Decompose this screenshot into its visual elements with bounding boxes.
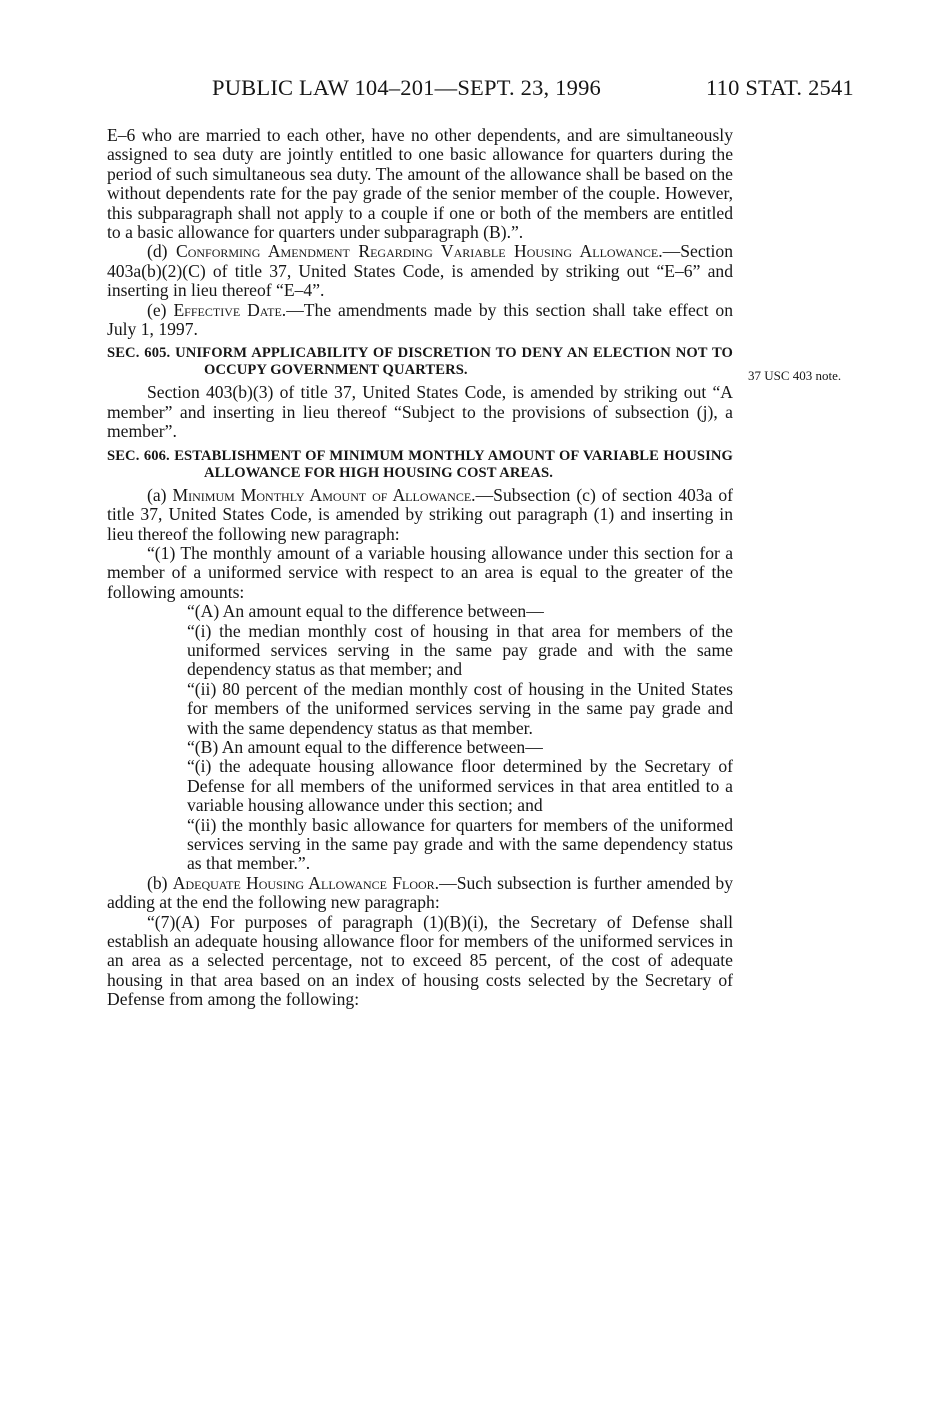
subsection-a-text: —Subsection (c) of section 403a of title 37, United States Code, is amended by striking out paragraph (1) and inserting in lieu thereof the following new paragraph:: [107, 484, 733, 544]
subsection-b-text: —Such subsection is further amended by adding at the end the following new paragraph:: [107, 872, 733, 913]
margin-note: 37 USC 403 note.: [748, 368, 842, 383]
quoted-clause-a-i: [107, 622, 733, 680]
quoted-clause-a-ii-text: “(ii) 80 percent of the median monthly cost of housing in the United States for members of the uniformed services serving in the same pay grade and with the same dependency status as that member.: [187, 678, 733, 738]
subsection-b-label: (b): [147, 872, 173, 893]
body-text: [107, 126, 733, 1010]
subsection-a: [107, 486, 733, 544]
subsection-d-label: (d): [147, 241, 176, 262]
statute-page-reference: 110 STAT. 2541: [706, 75, 854, 100]
quoted-clause-b-ii: [107, 816, 733, 874]
quoted-paragraph-7: “(7)(A) For purposes of paragraph (1)(B)(i), the Secretary of Defense shall establish an adequate housing allowance floor for members of the uniformed services in an area as a selected percentage, not to exceed 85 percent, of the cost of adequate housing in that area based on an index of housing costs selected by the Secretary of Defense from among the following:: [107, 911, 733, 1010]
quoted-clause-a-i-text: “(i) the median monthly cost of housing in that area for members of the uniformed services serving in the same pay grade and with the same dependency status as that member; and: [187, 620, 733, 680]
subsection-e-heading: Effective Date.: [173, 299, 287, 320]
subsection-d-text: —Section 403a(b)(2)(C) of title 37, United States Code, is amended by striking out “E–6” and inserting in lieu thereof “E–4”.: [107, 241, 733, 301]
section-605-text: Section 403(b)(3) of title 37, United States Code, is amended by striking out “A member” and inserting in lieu thereof “Subject to the provisions of subsection (j), a member”.: [107, 382, 733, 442]
subsection-b: [107, 874, 733, 913]
subsection-e-label: (e): [147, 299, 174, 320]
section-605-heading: SEC. 605. UNIFORM APPLICABILITY OF DISCRETION TO DENY AN ELECTION NOT TO OCCUPY GOVERNMENT QUARTERS.: [107, 345, 733, 379]
quoted-subparagraph-a: “(A) An amount equal to the difference between—: [187, 601, 544, 622]
subsection-e: [107, 301, 733, 340]
quoted-paragraph-1: “(1) The monthly amount of a variable housing allowance under this section for a member of a uniformed service with respect to an area is equal to the greater of the following amounts:: [107, 542, 733, 602]
section-606-heading: SEC. 606. ESTABLISHMENT OF MINIMUM MONTHLY AMOUNT OF VARIABLE HOUSING ALLOWANCE FOR HIGH HOUSING COST AREAS.: [107, 447, 733, 481]
continued-paragraph: E–6 who are married to each other, have no other dependents, and are simultaneously assigned to sea duty are jointly entitled to one basic allowance for quarters during the period of such simultaneous sea duty. The amount of the allowance shall be based on the without dependents rate for the pay grade of the senior member of the couple. However, this subparagraph shall not apply to a couple if one or both of the members are entitled to a basic allowance for quarters under subparagraph (B).”.: [107, 125, 733, 243]
subsection-d-heading: Conforming Amendment Regarding Variable Housing Allowance.: [175, 241, 663, 262]
subsection-a-heading: Minimum Monthly Amount of Allowance.: [172, 484, 476, 505]
quoted-subparagraph-b: “(B) An amount equal to the difference between—: [187, 736, 543, 757]
quoted-clause-b-i: [107, 757, 733, 815]
subsection-a-label: (a): [147, 484, 173, 505]
subsection-d: [107, 242, 733, 300]
subsection-b-heading: Adequate Housing Allowance Floor.: [172, 872, 440, 893]
quoted-clause-a-ii: [107, 680, 733, 738]
running-head-title: PUBLIC LAW 104–201—SEPT. 23, 1996: [212, 75, 601, 100]
quoted-clause-b-ii-text: “(ii) the monthly basic allowance for quarters for members of the uniformed services serving in the same pay grade and with the same dependency status as that member.”.: [187, 814, 733, 874]
subsection-e-text: —The amendments made by this section shall take effect on July 1, 1997.: [107, 299, 733, 340]
quoted-clause-b-i-text: “(i) the adequate housing allowance floor determined by the Secretary of Defense for all members of the uniformed services in that area entitled to a variable housing allowance under this section; and: [187, 756, 733, 816]
